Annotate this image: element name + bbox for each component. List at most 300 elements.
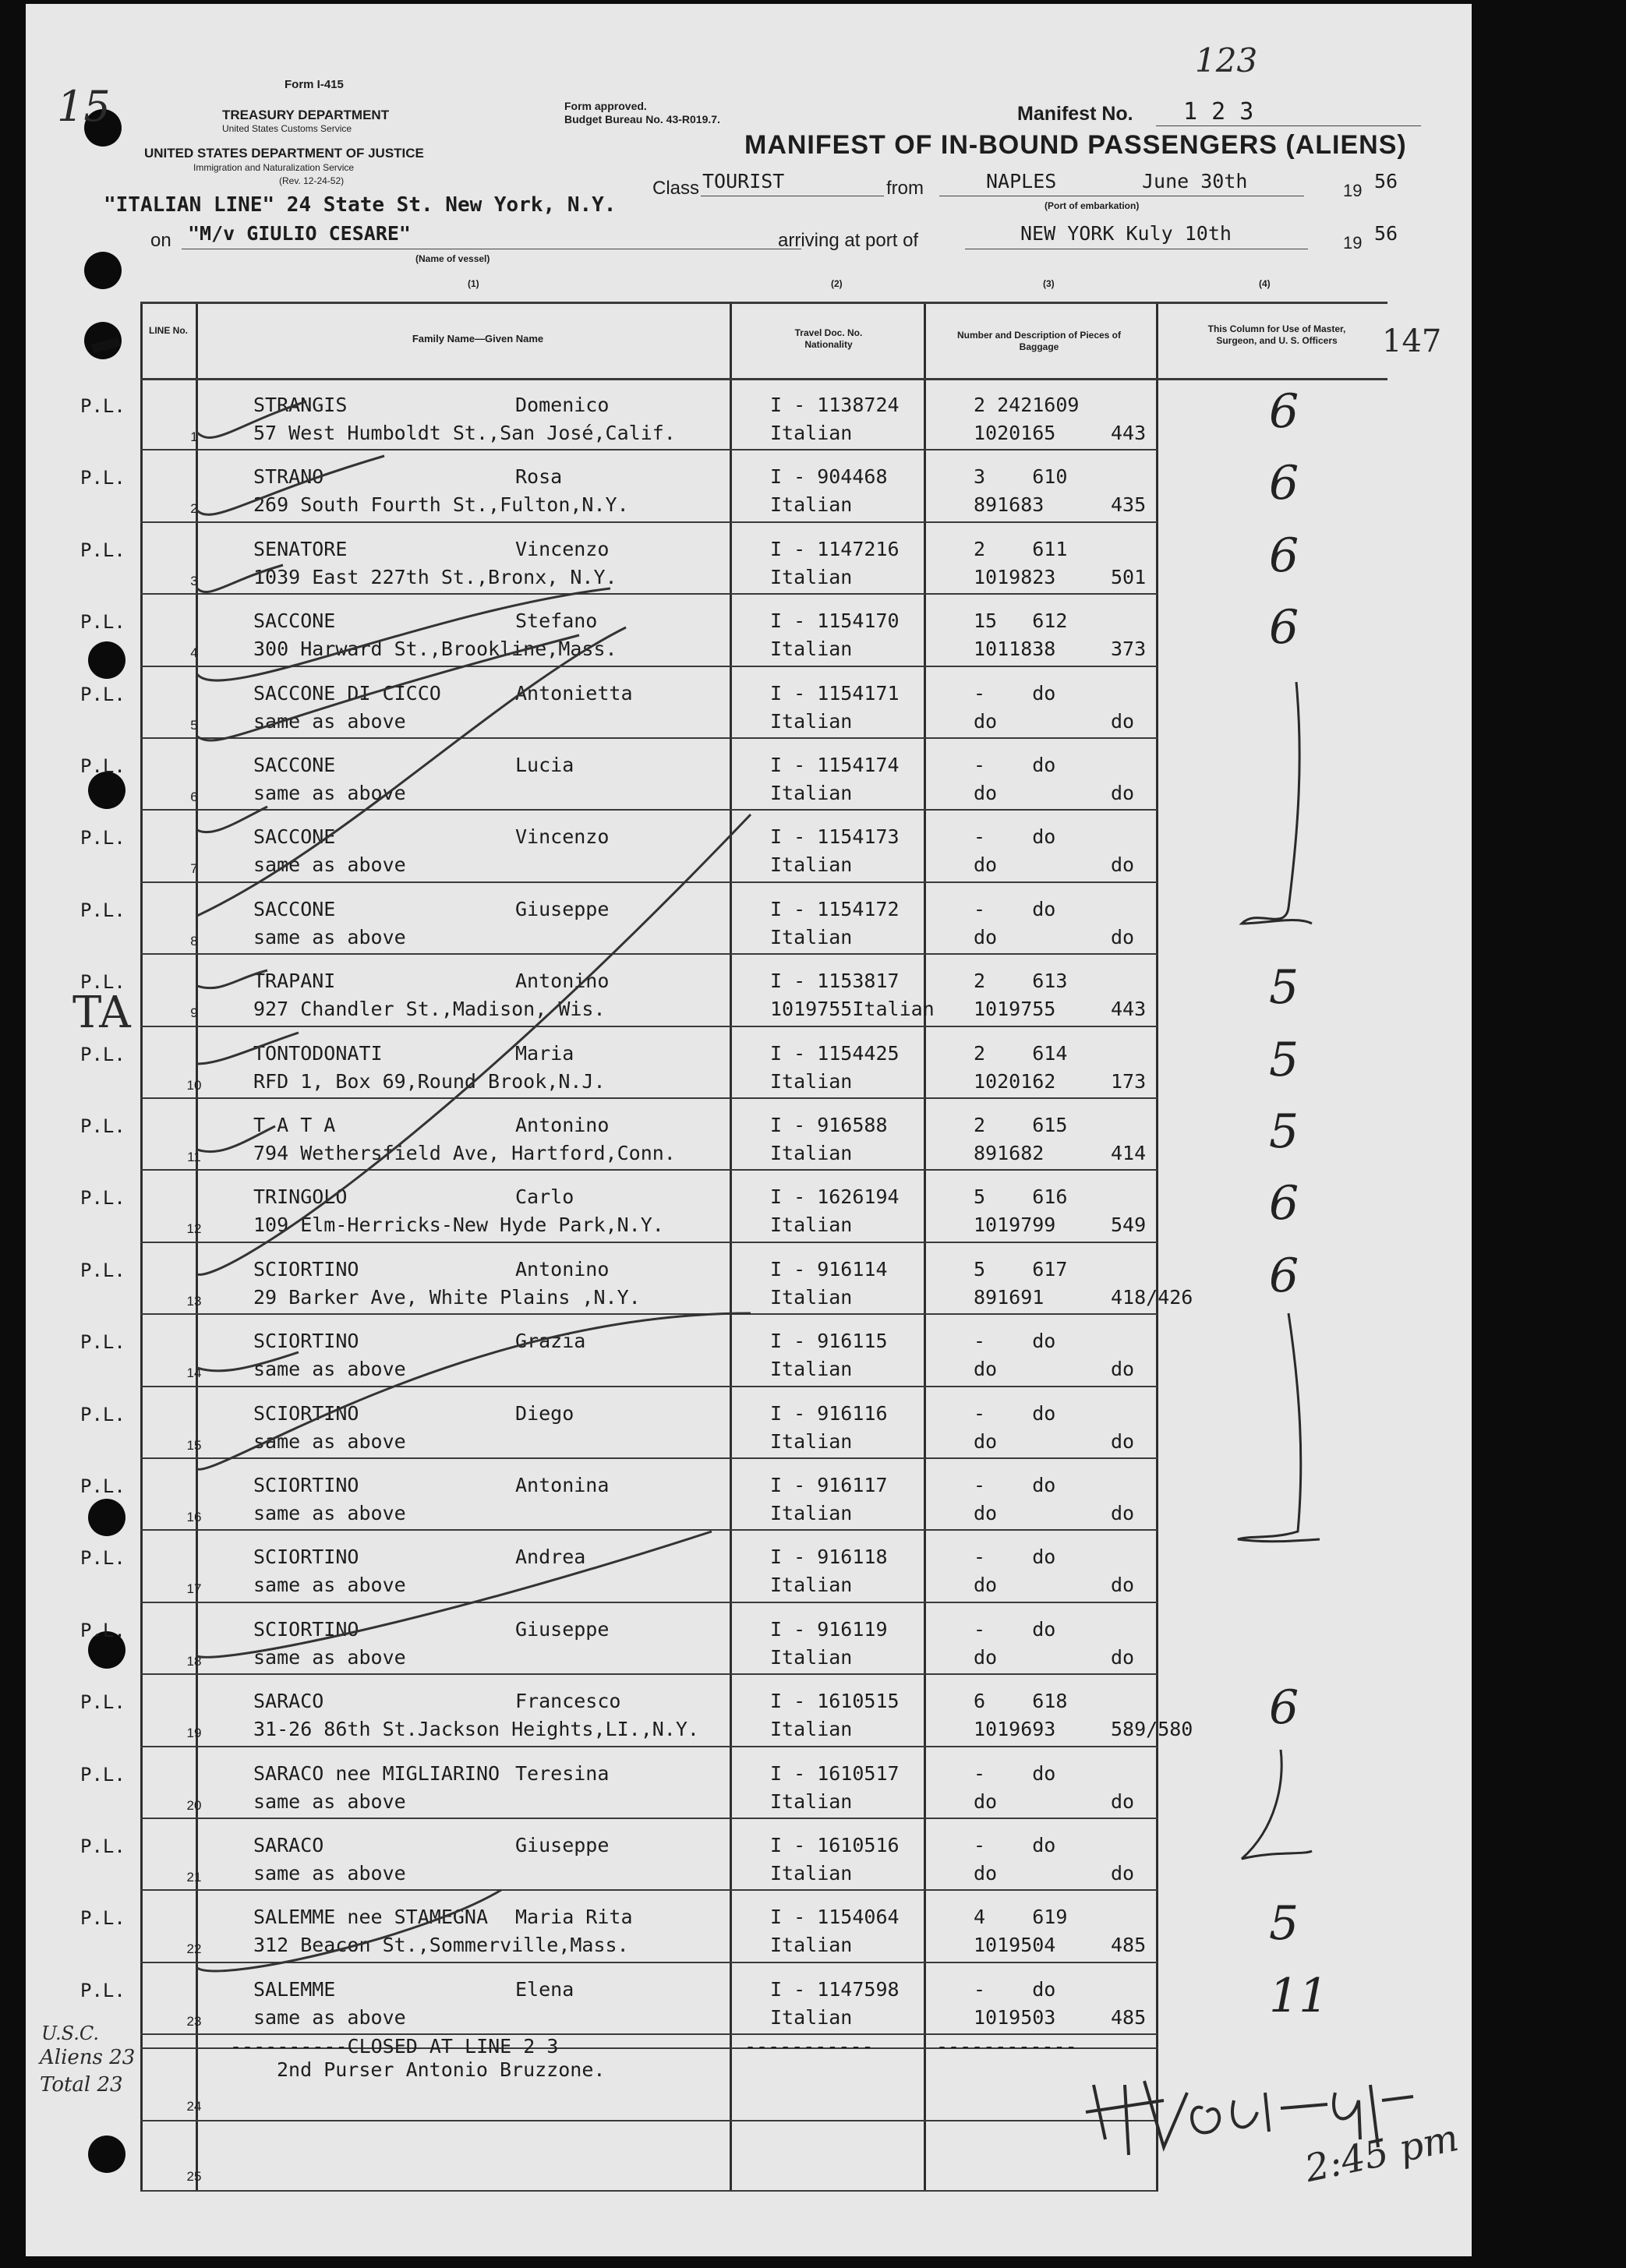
row-line-number: 10 <box>186 1077 202 1093</box>
row-line-number: 1 <box>190 429 198 444</box>
row-address: same as above <box>253 1502 406 1524</box>
row-baggage-no: do <box>1111 1429 1135 1453</box>
row-line-number: 9 <box>190 1005 198 1021</box>
manifest-no-underline <box>1156 125 1421 126</box>
row-pl: P.L. <box>80 611 125 634</box>
row-address: same as above <box>253 1358 406 1381</box>
row-nationality: Italian <box>770 782 853 804</box>
row-family-name: TONTODONATI <box>253 1041 383 1065</box>
col-num-4: (4) <box>1259 278 1271 289</box>
row-pl: P.L. <box>80 827 125 850</box>
row-family-name: SACCONE <box>253 825 336 849</box>
col-divider-doc <box>924 302 926 2192</box>
budget-bureau: Budget Bureau No. 43-R019.7. <box>564 113 720 125</box>
row-nationality: Italian <box>770 1789 853 1813</box>
row-address: same as above <box>253 1789 406 1813</box>
row-address: same as above <box>253 925 406 949</box>
row-baggage-count: - do <box>974 754 1056 776</box>
row-divider <box>140 2120 1158 2121</box>
row-baggage-no: do <box>1111 1358 1135 1381</box>
col-num-3: (3) <box>1043 278 1055 289</box>
form-approved: Form approved. <box>564 100 647 112</box>
row-line-number: 20 <box>186 1797 202 1813</box>
row-given-name: Carlo <box>515 1185 574 1209</box>
row-address: same as above <box>253 1429 406 1453</box>
header-name: Family Name—Given Name <box>412 333 544 344</box>
row-line-number: 2 <box>190 501 198 517</box>
col-num-2: (2) <box>831 278 843 289</box>
row-pl: P.L. <box>80 1115 125 1137</box>
row-officer-mark: 6 <box>1269 528 1299 583</box>
row-given-name: Vincenzo <box>515 537 610 560</box>
row-address: 300 Harward St.,Brookline,Mass. <box>253 638 617 661</box>
row-pl: P.L. <box>80 539 125 561</box>
row-pl: P.L. <box>80 1331 125 1354</box>
row-address: 1039 East 227th St.,Bronx, N.Y. <box>253 565 617 588</box>
row-officer-mark: 6 <box>1269 1248 1299 1303</box>
row-baggage-tag: 891691 <box>974 1285 1045 1309</box>
row-officer-mark: 6 <box>1269 1680 1299 1736</box>
row-travel-doc: I - 916115 <box>770 1330 888 1353</box>
row-family-name: SACCONE <box>253 754 336 776</box>
row-baggage-tag: do <box>974 1358 998 1381</box>
punch-hole <box>88 1499 125 1536</box>
row-baggage-count: - do <box>974 1401 1056 1425</box>
punch-hole <box>88 641 125 679</box>
row-baggage-count: 5 616 <box>974 1185 1068 1209</box>
row-family-name: SCIORTINO <box>253 1617 359 1641</box>
row-family-name: TRINGOLO <box>253 1185 348 1209</box>
row-line-number: 7 <box>190 861 198 877</box>
row-travel-doc: I - 916114 <box>770 1257 888 1281</box>
year-prefix: 19 <box>1343 181 1363 200</box>
row-baggage-no: 443 <box>1111 422 1147 444</box>
row-family-name: SARACO <box>253 1690 324 1713</box>
header-line-no: LINE No. <box>149 325 188 336</box>
row-baggage-tag: do <box>974 782 998 804</box>
row-baggage-tag: do <box>974 1645 998 1669</box>
row-travel-doc: I - 1610516 <box>770 1834 900 1856</box>
row-baggage-no: do <box>1111 1574 1135 1597</box>
row-nationality: Italian <box>770 638 853 661</box>
row-address: same as above <box>253 853 406 877</box>
row-family-name: SACCONE <box>253 609 336 633</box>
closing-dashes-baggage: ------------ <box>936 2035 1077 2058</box>
from-value: NAPLES <box>986 170 1057 193</box>
row-divider <box>140 2190 1158 2192</box>
row-baggage-count: - do <box>974 681 1056 705</box>
row-address: same as above <box>253 1645 406 1669</box>
row-baggage-tag: 1019504 <box>974 1934 1056 1957</box>
row-family-name: SARACO <box>253 1834 324 1856</box>
punch-hole <box>88 772 125 809</box>
row-baggage-no: do <box>1111 925 1135 949</box>
row-address: 31-26 86th St.Jackson Heights,LI.,N.Y. <box>253 1718 699 1741</box>
row-line-number: 4 <box>190 645 198 661</box>
margin-total: Total 23 <box>40 2073 123 2097</box>
row-nationality: 1019755Italian <box>770 998 935 1021</box>
row-nationality: Italian <box>770 493 853 517</box>
row-baggage-tag: do <box>974 1789 998 1813</box>
revision: (Rev. 12-24-52) <box>279 175 345 186</box>
row-nationality: Italian <box>770 2005 853 2029</box>
row-line-number: 22 <box>186 1941 202 1957</box>
row-baggage-no: do <box>1111 853 1135 877</box>
row-pl: P.L. <box>80 395 125 417</box>
row-line-number: 16 <box>186 1510 202 1524</box>
row-pl: P.L. <box>80 1187 125 1210</box>
row-line-number: 17 <box>186 1581 202 1597</box>
row-family-name: STRANO <box>253 465 324 489</box>
row-nationality: Italian <box>770 1358 853 1381</box>
row-travel-doc: I - 1153817 <box>770 970 900 993</box>
row-address: 927 Chandler St.,Madison, Wis. <box>253 998 606 1021</box>
row-nationality: Italian <box>770 422 853 444</box>
vessel-name: "M/v GIULIO CESARE" <box>188 222 411 245</box>
embark-date: June 30th <box>1142 170 1248 193</box>
row-travel-doc: I - 916588 <box>770 1114 888 1136</box>
row-baggage-no: do <box>1111 1502 1135 1524</box>
closed-at-line: ----------CLOSED AT LINE 2 3 <box>230 2035 559 2058</box>
row-pl: P.L. <box>80 1907 125 1930</box>
row-baggage-count: - do <box>974 1546 1056 1569</box>
row-baggage-count: - do <box>974 1977 1056 2001</box>
row-pl: P.L. <box>80 971 125 994</box>
row-pl: P.L. <box>80 1043 125 1065</box>
row-travel-doc: I - 916116 <box>770 1401 888 1425</box>
arrival-year: 56 <box>1374 222 1398 245</box>
row-pl: P.L. <box>80 899 125 921</box>
row-travel-doc: I - 1154174 <box>770 754 900 776</box>
row-line-number: 3 <box>190 573 198 588</box>
row-officer-mark: 5 <box>1269 1896 1299 1952</box>
row-nationality: Italian <box>770 1574 853 1597</box>
row-baggage-count: 2 614 <box>974 1041 1068 1065</box>
row-baggage-count: 2 615 <box>974 1114 1068 1136</box>
row-travel-doc: I - 916119 <box>770 1617 888 1641</box>
row-baggage-no: do <box>1111 709 1135 733</box>
manifest-no-label: Manifest No. <box>1017 103 1133 125</box>
row-given-name: Antonina <box>515 1474 610 1496</box>
row-nationality: Italian <box>770 565 853 588</box>
row-baggage-tag: 1019503 <box>974 2005 1056 2029</box>
row-travel-doc: I - 1138724 <box>770 394 900 416</box>
row-baggage-count: - do <box>974 825 1056 849</box>
margin-ta: TA <box>72 987 131 1038</box>
embark-caption: (Port of embarkation) <box>1045 200 1140 211</box>
row-nationality: Italian <box>770 1429 853 1453</box>
row-line-number: 8 <box>190 933 198 949</box>
row-baggage-tag: 891682 <box>974 1142 1045 1164</box>
row-given-name: Teresina <box>515 1761 610 1785</box>
row-address: same as above <box>253 709 406 733</box>
row-family-name: SARACO nee MIGLIARINO <box>253 1761 500 1785</box>
row-address: 794 Wethersfield Ave, Hartford,Conn. <box>253 1142 676 1164</box>
table-top-border <box>140 302 1387 304</box>
row-baggage-tag: do <box>974 925 998 949</box>
row-travel-doc: I - 1154064 <box>770 1906 900 1929</box>
purser: 2nd Purser Antonio Bruzzone. <box>277 2058 606 2081</box>
line-company: "ITALIAN LINE" 24 State St. New York, N.Y. <box>104 193 617 217</box>
row-given-name: Antonietta <box>515 681 633 705</box>
ins: Immigration and Naturalization Service <box>193 162 355 173</box>
row-officer-mark: 6 <box>1269 384 1299 439</box>
row-officer-mark: 11 <box>1269 1968 1329 2023</box>
class-value: TOURIST <box>702 170 785 193</box>
closing-dashes-doc: ----------- <box>744 2035 874 2058</box>
row-nationality: Italian <box>770 853 853 877</box>
row-given-name: Antonino <box>515 1114 610 1136</box>
row-pl: P.L. <box>80 1259 125 1281</box>
row-address: RFD 1, Box 69,Round Brook,N.J. <box>253 1069 606 1093</box>
row-pl: P.L. <box>80 1835 125 1857</box>
arrival-year-prefix: 19 <box>1343 233 1363 253</box>
header-travel: Travel Doc. No. Nationality <box>794 327 863 350</box>
row-address: 312 Beacon St.,Sommerville,Mass. <box>253 1934 629 1957</box>
row-travel-doc: I - 1626194 <box>770 1185 900 1209</box>
row-nationality: Italian <box>770 925 853 949</box>
row-baggage-count: 2 611 <box>974 537 1068 560</box>
officer-signature <box>1070 2038 1460 2202</box>
row-given-name: Giuseppe <box>515 897 610 920</box>
row-line-number: 21 <box>186 1870 202 1885</box>
row-nationality: Italian <box>770 1934 853 1957</box>
row-baggage-count: 6 618 <box>974 1690 1068 1713</box>
row-address: 109 Elm-Herricks-New Hyde Park,N.Y. <box>253 1213 664 1237</box>
row-family-name: SCIORTINO <box>253 1546 359 1569</box>
row-nationality: Italian <box>770 709 853 733</box>
row-line-number: 15 <box>186 1437 202 1453</box>
row-family-name: SCIORTINO <box>253 1474 359 1496</box>
row-pl: P.L. <box>80 467 125 489</box>
row-given-name: Stefano <box>515 609 598 633</box>
row-officer-mark: 5 <box>1269 960 1299 1016</box>
vessel-caption: (Name of vessel) <box>415 253 490 264</box>
row-given-name: Antonino <box>515 1257 610 1281</box>
margin-usc: U.S.C. <box>41 2022 100 2044</box>
on-label: on <box>150 230 171 251</box>
row-family-name: T A T A <box>253 1114 336 1136</box>
row-baggage-no: 549 <box>1111 1213 1147 1237</box>
row-nationality: Italian <box>770 1285 853 1309</box>
line-number-25: 25 <box>186 2169 202 2184</box>
row-pl: P.L. <box>80 1979 125 2001</box>
row-given-name: Vincenzo <box>515 825 610 849</box>
arriving-label: arriving at port of <box>778 230 919 251</box>
row-officer-mark: 5 <box>1269 1032 1299 1087</box>
row-travel-doc: I - 1610515 <box>770 1690 900 1713</box>
line-number-24: 24 <box>186 2099 202 2114</box>
row-baggage-tag: do <box>974 853 998 877</box>
row-address: 29 Barker Ave, White Plains ,N.Y. <box>253 1285 641 1309</box>
row-travel-doc: I - 1154173 <box>770 825 900 849</box>
row-address: same as above <box>253 782 406 804</box>
row-nationality: Italian <box>770 1142 853 1164</box>
row-line-number: 18 <box>186 1653 202 1669</box>
row-pl: P.L. <box>80 683 125 705</box>
row-given-name: Grazia <box>515 1330 586 1353</box>
row-line-number: 11 <box>187 1150 201 1164</box>
row-line-number: 12 <box>186 1221 202 1237</box>
row-family-name: SENATORE <box>253 537 348 560</box>
row-pl: P.L. <box>80 755 125 777</box>
header-officers: This Column for Use of Master, Surgeon, and U. S. Officers <box>1207 323 1346 346</box>
row-family-name: SCIORTINO <box>253 1330 359 1353</box>
row-baggage-count: - do <box>974 1761 1056 1785</box>
row-given-name: Francesco <box>515 1690 621 1713</box>
row-family-name: SCIORTINO <box>253 1401 359 1425</box>
row-travel-doc: I - 1154171 <box>770 681 900 705</box>
row-travel-doc: I - 916117 <box>770 1474 888 1496</box>
row-pl: P.L. <box>80 1403 125 1425</box>
class-label: Class <box>652 178 700 199</box>
row-baggage-count: - do <box>974 1617 1056 1641</box>
row-baggage-no: 485 <box>1111 2005 1147 2029</box>
row-baggage-no: 485 <box>1111 1934 1147 1957</box>
row-family-name: SACCONE <box>253 897 336 920</box>
row-baggage-tag: do <box>974 1502 998 1524</box>
row-officer-mark: 6 <box>1269 456 1299 511</box>
row-nationality: Italian <box>770 1213 853 1237</box>
row-line-number: 23 <box>186 2013 202 2029</box>
doj: UNITED STATES DEPARTMENT OF JUSTICE <box>144 146 424 161</box>
officer-bracket-marks <box>1195 674 1351 1890</box>
manifest-no: 1 2 3 <box>1183 98 1254 125</box>
row-family-name: SCIORTINO <box>253 1257 359 1281</box>
row-officer-mark: 5 <box>1269 1104 1299 1159</box>
row-baggage-tag: 1011838 <box>974 638 1056 661</box>
row-travel-doc: I - 1154170 <box>770 609 900 633</box>
row-baggage-count: 5 617 <box>974 1257 1068 1281</box>
row-nationality: Italian <box>770 1862 853 1885</box>
row-given-name: Antonino <box>515 970 610 993</box>
row-family-name: SALEMME nee STAMEGNA <box>253 1906 489 1929</box>
row-travel-doc: I - 1610517 <box>770 1761 900 1785</box>
row-baggage-no: do <box>1111 1789 1135 1813</box>
row-baggage-no: do <box>1111 1645 1135 1669</box>
row-travel-doc: I - 1147216 <box>770 537 900 560</box>
row-baggage-no: 435 <box>1111 493 1147 517</box>
row-officer-mark: 6 <box>1269 1176 1299 1231</box>
row-given-name: Maria Rita <box>515 1906 633 1929</box>
corner-mark: 15 <box>57 82 111 131</box>
row-address: same as above <box>253 1574 406 1597</box>
col-num-1: (1) <box>468 278 479 289</box>
row-travel-doc: I - 916118 <box>770 1546 888 1569</box>
margin-147: 147 <box>1382 323 1442 359</box>
row-address: 57 West Humboldt St.,San José,Calif. <box>253 422 676 444</box>
manifest-page <box>26 4 1472 2256</box>
row-baggage-no: do <box>1111 782 1135 804</box>
row-baggage-tag: 1020165 <box>974 422 1056 444</box>
row-nationality: Italian <box>770 1645 853 1669</box>
row-baggage-count: 15 612 <box>974 609 1068 633</box>
row-line-number: 13 <box>186 1293 202 1309</box>
margin-aliens: Aliens 23 <box>40 2046 136 2069</box>
row-address: same as above <box>253 2005 406 2029</box>
row-given-name: Elena <box>515 1977 574 2001</box>
row-travel-doc: I - 1147598 <box>770 1977 900 2001</box>
row-family-name: SALEMME <box>253 1977 336 2001</box>
row-address: same as above <box>253 1862 406 1885</box>
punch-hole <box>88 2136 125 2173</box>
row-travel-doc: I - 904468 <box>770 465 888 489</box>
row-baggage-no: 589/580 <box>1111 1718 1193 1741</box>
row-baggage-tag: 1019755 <box>974 998 1056 1021</box>
year: 56 <box>1374 170 1398 193</box>
row-pl: P.L. <box>80 1691 125 1714</box>
row-nationality: Italian <box>770 1502 853 1524</box>
row-baggage-count: - do <box>974 897 1056 920</box>
customs-service: United States Customs Service <box>222 123 352 134</box>
row-baggage-no: 414 <box>1111 1142 1147 1164</box>
form-number: Form I-415 <box>285 78 344 91</box>
row-pl: P.L. <box>80 1619 125 1641</box>
row-given-name: Domenico <box>515 394 610 416</box>
handwritten-manifest-no: 123 <box>1195 41 1258 79</box>
row-given-name: Diego <box>515 1401 574 1425</box>
signature-time: 2:45 pm <box>1301 2115 1462 2192</box>
row-nationality: Italian <box>770 1069 853 1093</box>
row-baggage-tag: do <box>974 1862 998 1885</box>
row-nationality: Italian <box>770 1718 853 1741</box>
row-line-number: 19 <box>186 1726 202 1741</box>
row-baggage-no: 373 <box>1111 638 1147 661</box>
row-travel-doc: I - 1154425 <box>770 1041 900 1065</box>
arrival-port-date: NEW YORK Kuly 10th <box>1020 222 1232 245</box>
row-baggage-count: 4 619 <box>974 1906 1068 1929</box>
row-address: 269 South Fourth St.,Fulton,N.Y. <box>253 493 629 517</box>
row-baggage-count: - do <box>974 1474 1056 1496</box>
row-pl: P.L. <box>80 1475 125 1497</box>
row-family-name: STRANGIS <box>253 394 348 416</box>
row-baggage-count: - do <box>974 1330 1056 1353</box>
table-left-border <box>140 302 143 2192</box>
header-baggage: Number and Description of Pieces of Baggage <box>956 330 1122 352</box>
row-baggage-tag: do <box>974 1574 998 1597</box>
row-given-name: Maria <box>515 1041 574 1065</box>
row-baggage-count: 3 610 <box>974 465 1068 489</box>
row-travel-doc: I - 1154172 <box>770 897 900 920</box>
manifest-title: MANIFEST OF IN-BOUND PASSENGERS (ALIENS) <box>744 130 1407 160</box>
from-label: from <box>886 178 924 199</box>
row-baggage-tag: 1019823 <box>974 565 1056 588</box>
row-pl: P.L. <box>80 1547 125 1570</box>
row-given-name: Rosa <box>515 465 563 489</box>
row-line-number: 5 <box>190 717 198 733</box>
row-family-name: SACCONE DI CICCO <box>253 681 441 705</box>
row-baggage-tag: do <box>974 709 998 733</box>
row-baggage-no: 443 <box>1111 998 1147 1021</box>
col-divider-baggage <box>1156 302 1158 2192</box>
row-given-name: Giuseppe <box>515 1834 610 1856</box>
row-baggage-count: - do <box>974 1834 1056 1856</box>
row-line-number: 14 <box>186 1365 202 1381</box>
row-baggage-no: 501 <box>1111 565 1147 588</box>
row-family-name: TRAPANI <box>253 970 336 993</box>
row-line-number: 6 <box>190 790 198 804</box>
row-baggage-no: do <box>1111 1862 1135 1885</box>
treasury-dept: TREASURY DEPARTMENT <box>222 108 390 122</box>
row-baggage-count: 2 613 <box>974 970 1068 993</box>
row-baggage-tag: 1020162 <box>974 1069 1056 1093</box>
row-baggage-tag: 891683 <box>974 493 1045 517</box>
check-strokes <box>189 378 782 2046</box>
row-baggage-count: 2 2421609 <box>974 394 1080 416</box>
row-baggage-tag: 1019799 <box>974 1213 1056 1237</box>
row-baggage-no: 418/426 <box>1111 1285 1193 1309</box>
row-baggage-tag: do <box>974 1429 998 1453</box>
